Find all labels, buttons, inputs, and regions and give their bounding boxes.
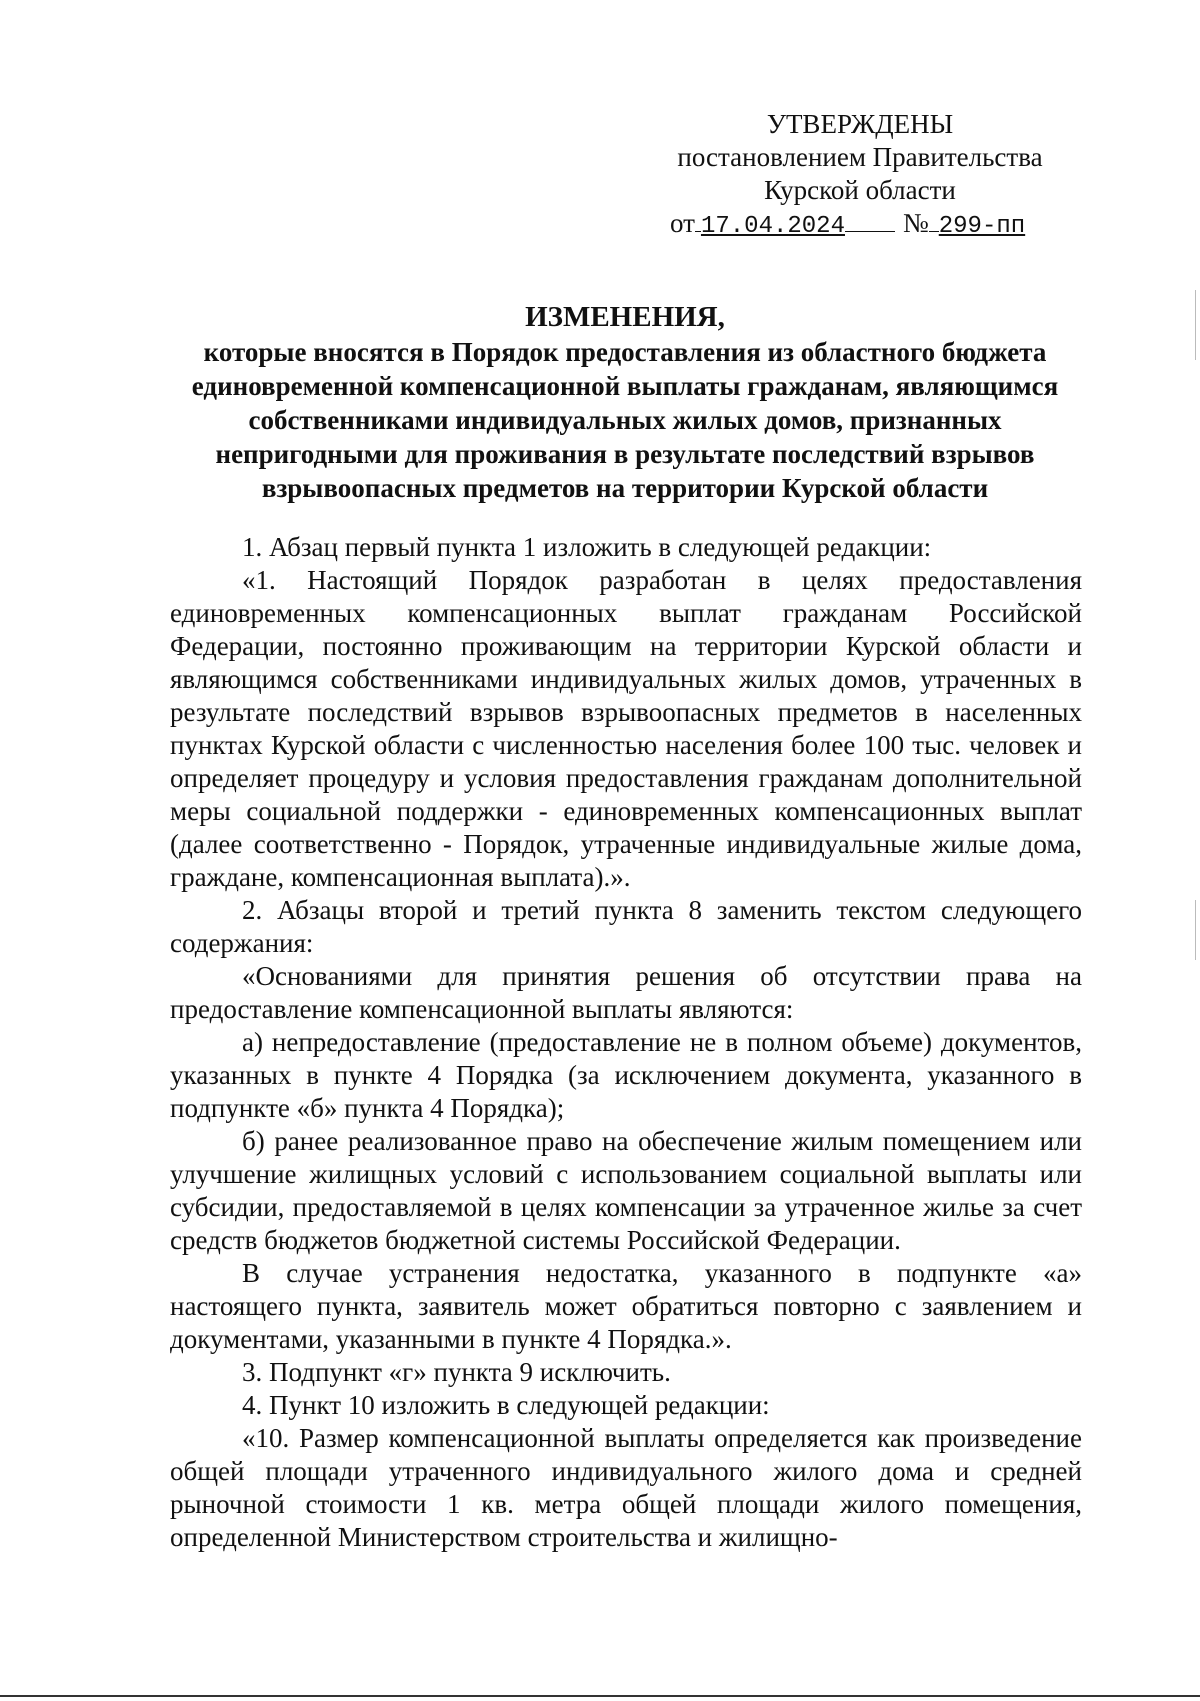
number-prefix: № [902,208,929,238]
document-title [170,300,1080,505]
paragraph-7: В случае устранения недостатка, указанного в подпункте «а» настоящего пункта, заявитель может обратиться повторно с заявлением и документами, указанными в пункте 4 Порядка.». [170,1258,1082,1354]
approval-block [640,108,1080,243]
paragraph-4: «Основаниями для принятия решения об отсутствии права на предоставление компенсационной выплаты являются: [170,961,1082,1024]
paragraph-2: «1. Настоящий Порядок разработан в целях предоставления единовременных компенсационных выплат гражданам Российской Федерации, постоянно проживающим на территории Курской области и являющимся собственниками индивидуальных жилых домов, утраченных в результате последствий взрывов взрывоопасных предметов в населенных пунктах Курской области с численностью населения более 100 тыс. человек и определяет процедуру и условия предоставления гражданам дополнительной меры социальной поддержки - единовременных компенсационных выплат (далее соответственно - Порядок, утраченные индивидуальные жилые дома, граждане, компенсационная выплата).». [170,565,1082,892]
paragraph-1: 1. Абзац первый пункта 1 изложить в следующей редакции: [242,532,932,562]
paragraph-9: 4. Пункт 10 изложить в следующей редакции: [242,1390,770,1420]
approval-date-line [640,207,1080,243]
scan-edge-mark [1195,900,1196,960]
approval-number: 299-пп [938,213,1026,240]
approval-line-1: постановлением Правительства [677,142,1043,172]
date-prefix: от [670,208,695,238]
approval-heading: УТВЕРЖДЕНЫ [766,109,954,139]
paragraph-5: а) непредоставление (предоставление не в полном объеме) документов, указанных в пункте 4 Порядка (за исключением документа, указанного в подпункте «б» пункта 4 Порядка); [170,1027,1082,1123]
title-subtitle: которые вносятся в Порядок предоставления из областного бюджета единовременной компенсационной выплаты гражданам, являющимся собственниками индивидуальных жилых домов, признанных непригодными для проживания в результате последствий взрывов взрывоопасных предметов на территории Курской области [191,337,1059,503]
paragraph-8: 3. Подпункт «г» пункта 9 исключить. [242,1357,671,1387]
scan-edge-mark [1195,290,1196,360]
scan-bottom-edge [0,1695,1200,1697]
approval-date: 17.04.2024 [700,213,845,240]
title-main: ИЗМЕНЕНИЯ, [525,301,725,333]
paragraph-6: б) ранее реализованное право на обеспечение жилым помещением или улучшение жилищных условий с использованием социальной выплаты или субсидии, предоставляемой в целях компенсации за утраченное жилье за счет средств бюджетов бюджетной системы Российской Федерации. [170,1126,1082,1255]
paragraph-3: 2. Абзацы второй и третий пункта 8 заменить текстом следующего содержания: [170,895,1082,958]
document-body [170,531,1082,1554]
approval-line-2: Курской области [764,175,956,205]
paragraph-10: «10. Размер компенсационной выплаты определяется как произведение общей площади утраченного индивидуального жилого дома и средней рыночной стоимости 1 кв. метра общей площади жилого помещения, определенной Министерством строительства и жилищно- [170,1423,1082,1552]
